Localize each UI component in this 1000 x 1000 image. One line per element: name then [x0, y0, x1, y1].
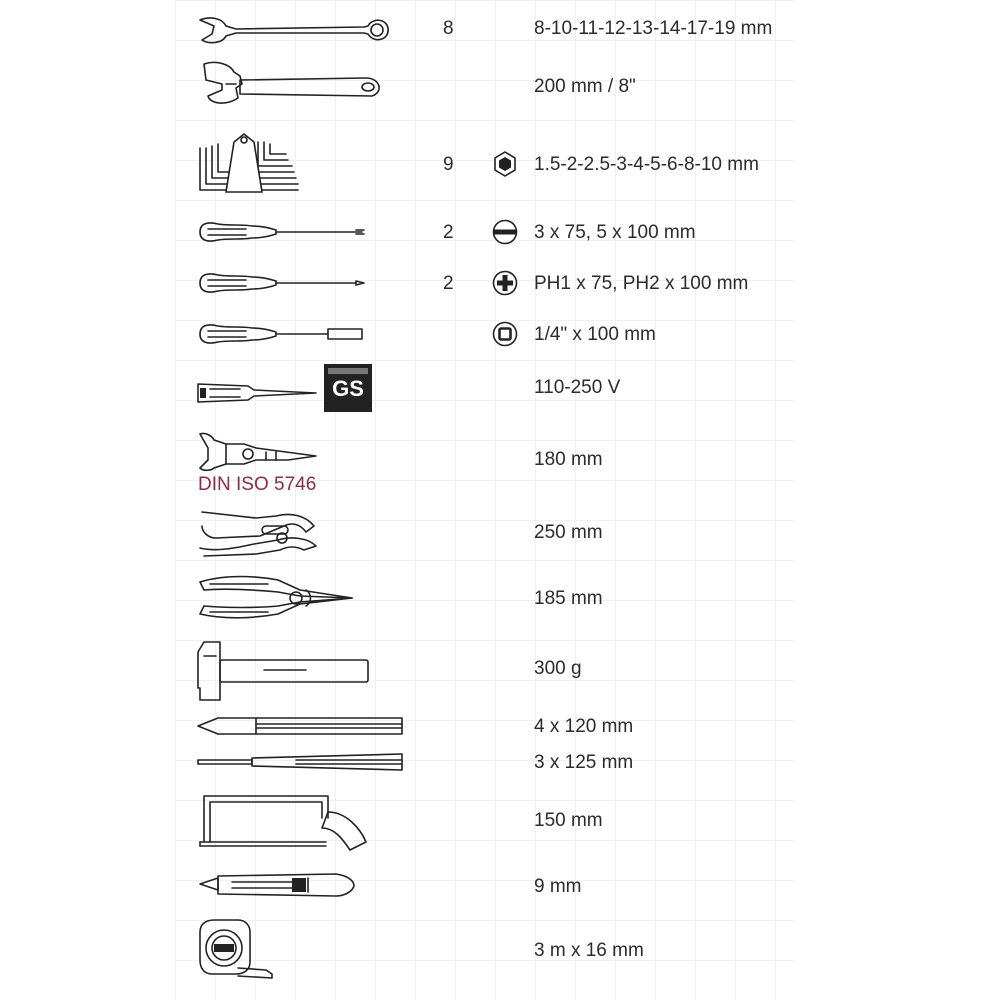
hammer-icon: [196, 636, 372, 702]
slotted-tip-icon: [492, 219, 518, 245]
quantity: 2: [443, 273, 454, 294]
chisel-icon: [196, 714, 406, 738]
combination-pliers-icon: [196, 430, 318, 472]
tin-snips-icon: [196, 572, 358, 624]
list-item: [0, 918, 1000, 982]
tape-measure-icon: [196, 918, 280, 982]
list-item: [0, 58, 1000, 108]
list-item: [0, 218, 1000, 246]
utility-knife-icon: [196, 870, 358, 900]
quantity: 8: [443, 18, 454, 39]
hexagon-icon: [492, 151, 518, 177]
spec: 1/4" x 100 mm: [534, 324, 656, 345]
spec: 3 x 125 mm: [534, 752, 634, 773]
spec: 185 mm: [534, 588, 603, 609]
list-item: [0, 430, 1000, 498]
list-item: [0, 870, 1000, 900]
spec: 4 x 120 mm: [534, 716, 634, 737]
quantity: 2: [443, 222, 454, 243]
spec: 200 mm / 8": [534, 76, 636, 97]
spec: 250 mm: [534, 522, 603, 543]
list-item: [0, 750, 1000, 774]
adjustable-wrench-icon: [196, 58, 386, 108]
phillips-tip-icon: [492, 270, 518, 296]
spec: 9 mm: [534, 876, 582, 897]
list-item: [0, 320, 1000, 348]
spec: 1.5-2-2.5-3-4-5-6-8-10 mm: [534, 154, 759, 175]
spec: 3 x 75, 5 x 100 mm: [534, 222, 696, 243]
square-tip-icon: [492, 321, 518, 347]
standard-label: DIN ISO 5746: [198, 474, 317, 495]
list-item: [0, 714, 1000, 738]
pin-punch-icon: [196, 750, 406, 774]
hex-key-set-icon: [196, 128, 308, 194]
svg-text:GS: GS: [332, 376, 364, 401]
list-item: [0, 364, 1000, 414]
water-pump-pliers-icon: [196, 508, 320, 558]
list-item: [0, 572, 1000, 624]
list-item: [0, 636, 1000, 702]
spec: 110-250 V: [534, 377, 621, 398]
spec: PH1 x 75, PH2 x 100 mm: [534, 273, 749, 294]
slotted-screwdriver-icon: [196, 218, 368, 246]
spec: 180 mm: [534, 449, 603, 470]
square-screwdriver-icon: [196, 320, 368, 348]
combination-wrench-icon: [196, 12, 392, 48]
list-item: [0, 12, 1000, 48]
spec: 8-10-11-12-13-14-17-19 mm: [534, 18, 773, 39]
voltage-tester-icon: [196, 380, 318, 406]
list-item: [0, 269, 1000, 297]
hacksaw-icon: [196, 788, 372, 854]
spec: 300 g: [534, 658, 582, 679]
spec: 3 m x 16 mm: [534, 940, 644, 961]
quantity: 9: [443, 154, 454, 175]
phillips-screwdriver-icon: [196, 269, 368, 297]
list-item: [0, 508, 1000, 558]
spec: 150 mm: [534, 810, 603, 831]
gs-mark-icon: [324, 364, 372, 412]
list-item: [0, 788, 1000, 854]
list-item: [0, 128, 1000, 194]
